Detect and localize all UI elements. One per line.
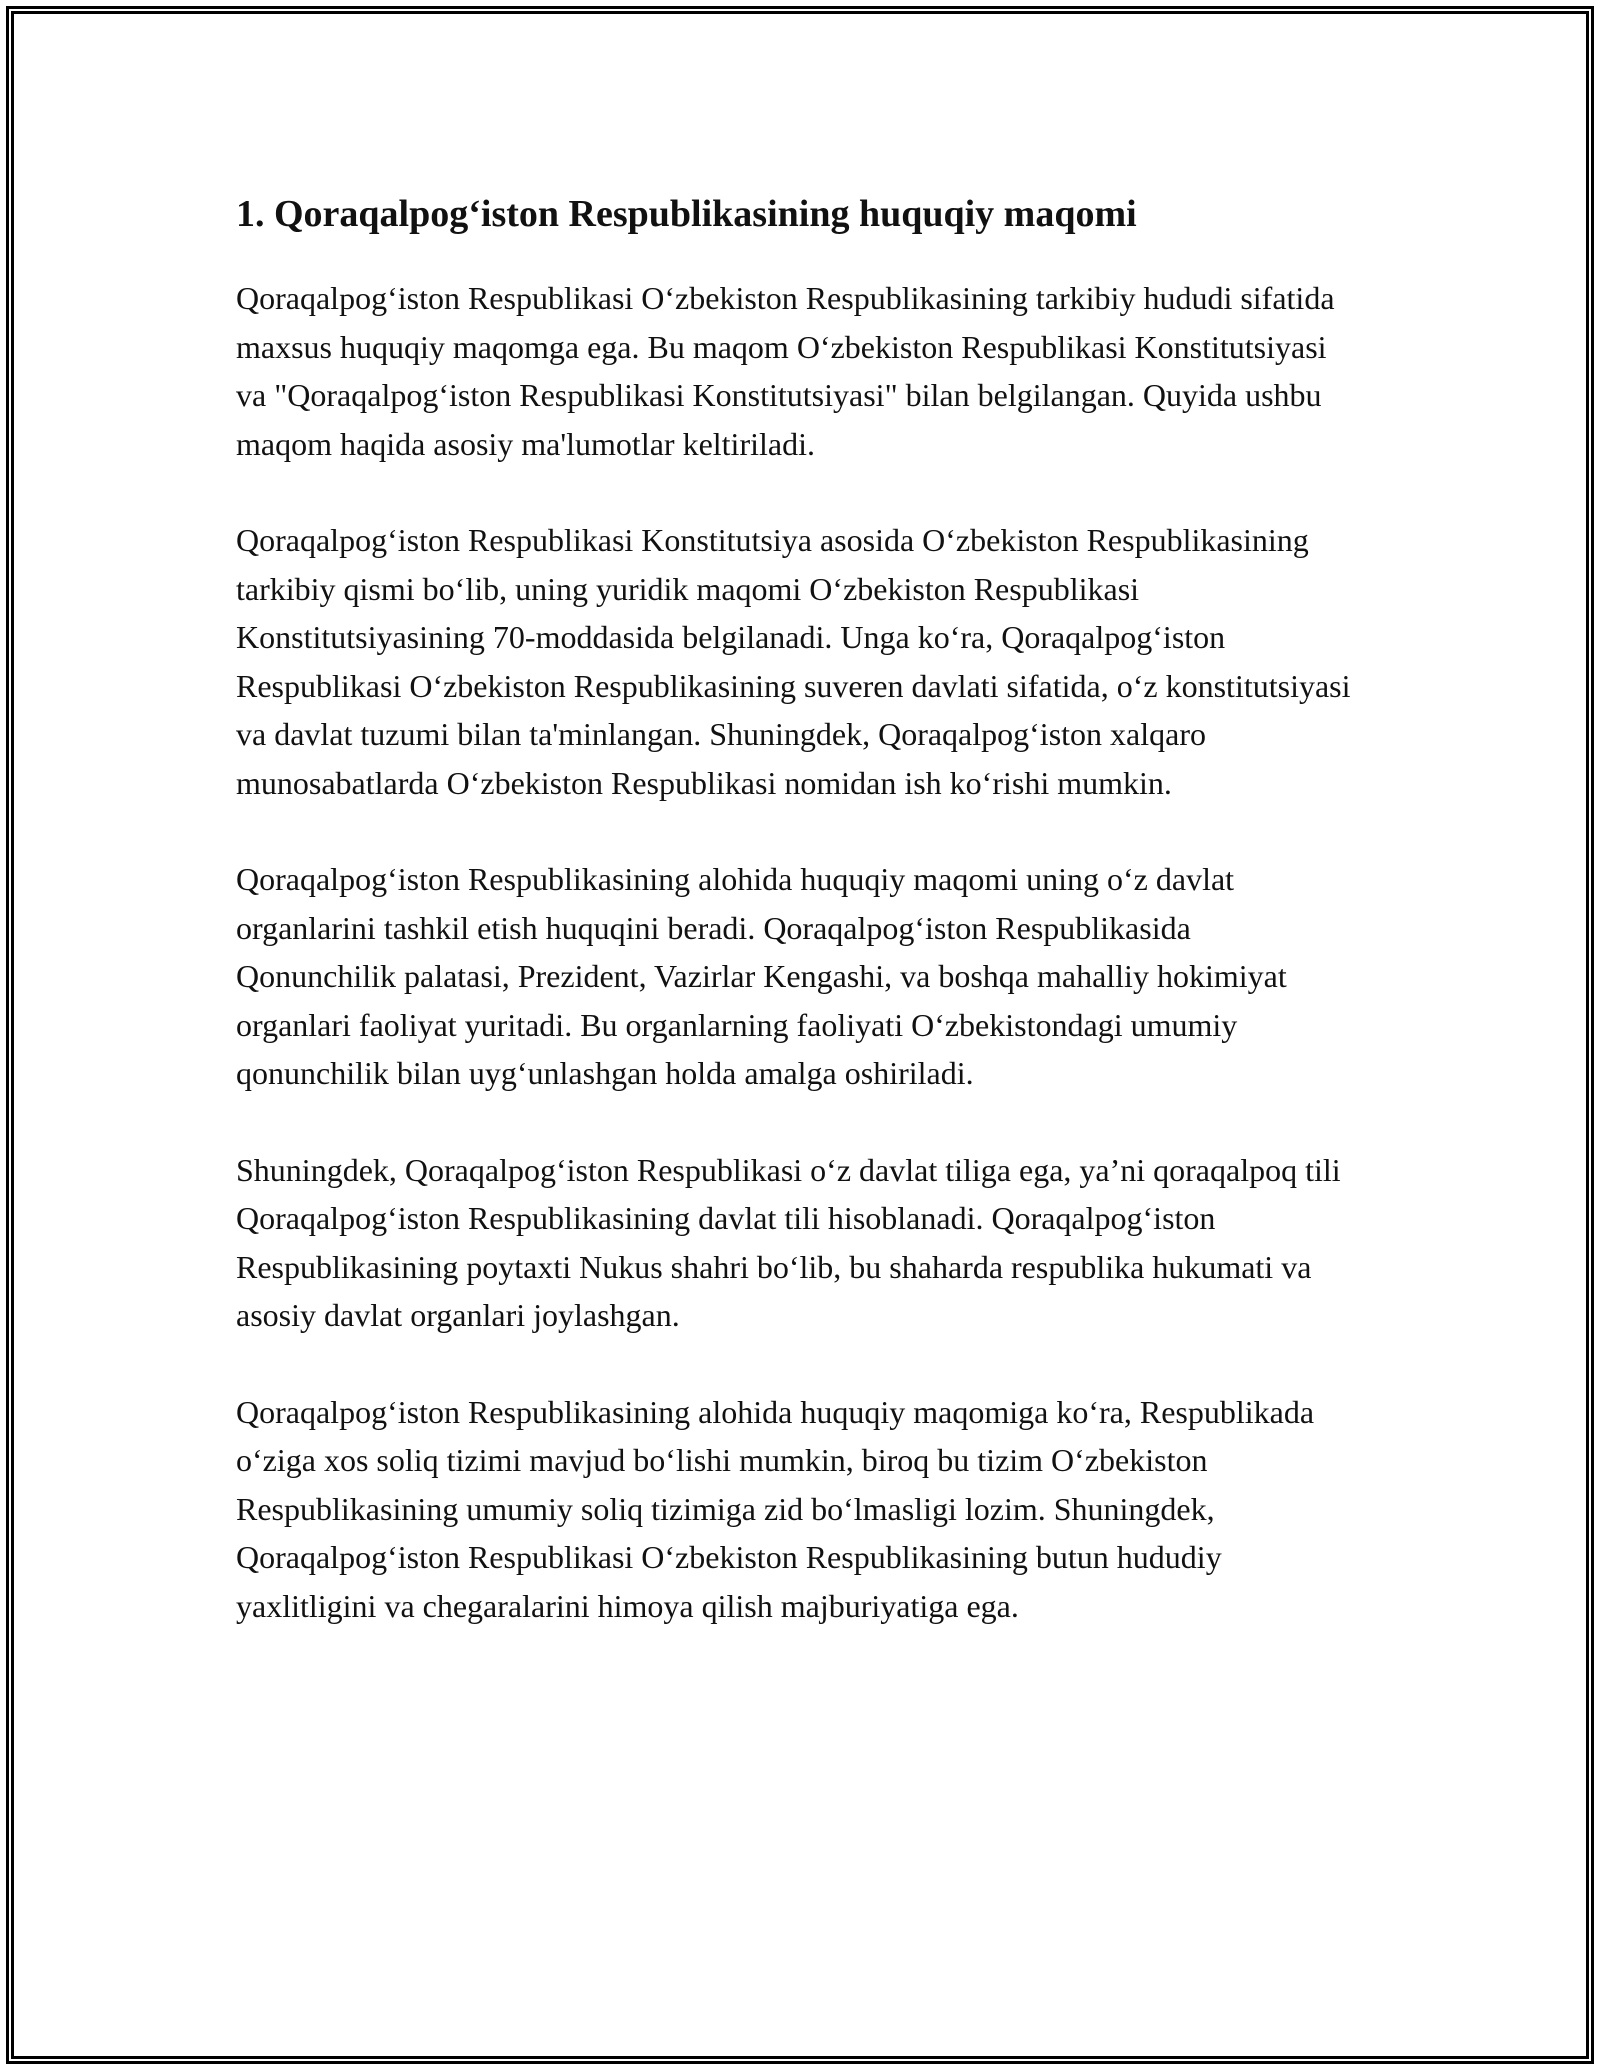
paragraph-3: Qoraqalpog‘iston Respublikasining alohida huquqiy maqomi uning o‘z davlat organlarini tashkil etish huquqini beradi. Qoraqalpog‘iston Respublikasida Qonunchilik palatasi, Prezident, Vazirlar Kengashi, va boshqa mahalliy hokimiyat organlari faoliyat yuritadi. Bu organlarning faoliyati O‘zbekistondagi umumiy qonunchilik bilan uyg‘unlashgan holda amalga oshiriladi. xyxy=(236,861,1287,1091)
paragraph-2: Qoraqalpog‘iston Respublikasi Konstitutsiya asosida O‘zbekiston Respublikasining tarkibiy qismi bo‘lib, uning yuridik maqomi O‘zbekiston Respublikasi Konstitutsiyasining 70-moddasida belgilanadi. Unga ko‘ra, Qoraqalpog‘iston Respublikasi O‘zbekiston Respublikasining suveren davlati sifatida, o‘z konstitutsiyasi va davlat tuzumi bilan ta'minlangan. Shuningdek, Qoraqalpog‘iston xalqaro munosabatlarda O‘zbekiston Respublikasi nomidan ish ko‘rishi mumkin. xyxy=(236,522,1351,801)
paragraph-5: Qoraqalpog‘iston Respublikasining alohida huquqiy maqomiga ko‘ra, Respublikada o‘ziga xos soliq tizimi mavjud bo‘lishi mumkin, biroq bu tizim O‘zbekiston Respublikasining umumiy soliq tizimiga zid bo‘lmasligi lozim. Shuningdek, Qoraqalpog‘iston Respublikasi O‘zbekiston Respublikasining butun hududiy yaxlitligini va chegaralarini himoya qilish majburiyatiga ega. xyxy=(236,1393,1315,1624)
paragraph-4: Shuningdek, Qoraqalpog‘iston Respublikasi o‘z davlat tiliga ega, ya’ni qoraqalpoq tili Qoraqalpog‘iston Respublikasining davlat tili hisoblanadi. Qoraqalpog‘iston Respublikasining poytaxti Nukus shahri bo‘lib, bu shaharda respublika hukumati va asosiy davlat organlari joylashgan. xyxy=(236,1151,1341,1333)
document-body xyxy=(236,182,1356,1678)
paragraph-1: Qoraqalpog‘iston Respublikasi O‘zbekiston Respublikasining tarkibiy hududi sifatida maxsus huquqiy maqomga ega. Bu maqom O‘zbekiston Respublikasi Konstitutsiyasi va "Qoraqalpog‘iston Respublikasi Konstitutsiyasi" bilan belgilangan. Quyida ushbu maqom haqida asosiy ma'lumotlar keltiriladi. xyxy=(236,280,1335,462)
document-title: 1. Qoraqalpog‘iston Respublikasining huquqiy maqomi xyxy=(236,193,1137,235)
